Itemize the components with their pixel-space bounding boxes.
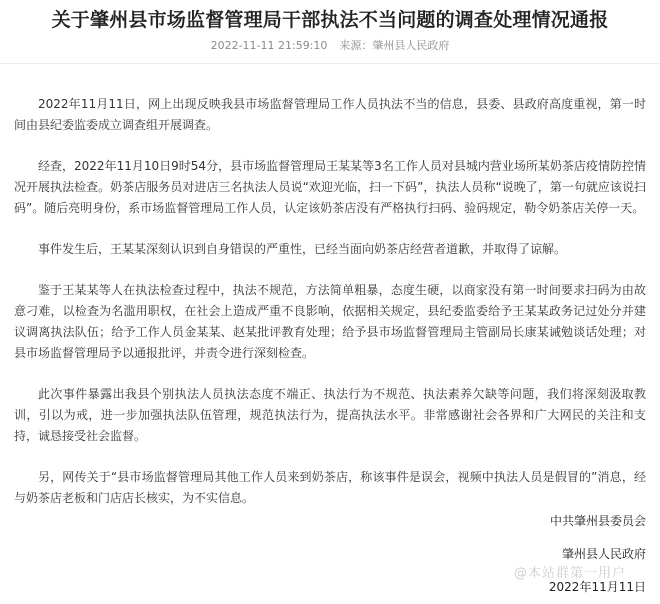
signature-org-government: 肇州县人民政府 — [561, 547, 646, 561]
signature-date: 2022年11月11日 — [548, 580, 646, 594]
publish-datetime: 2022-11-11 21:59:10 — [210, 39, 328, 52]
signature-org-party: 中共肇州县委员会 — [549, 514, 646, 528]
paragraph-1: 2022年11月11日，网上出现反映我县市场监督管理局工作人员执法不当的信息，县委、县政府高度重视，第一时间由县纪委监委成立调查组开展调查。 — [14, 97, 646, 132]
watermark-text: @本站群第一用户 — [514, 566, 627, 581]
article-body — [14, 94, 646, 529]
paragraph-6: 另，网传关于“县市场监督管理局其他工作人员来到奶茶店，称该事件是误会，视频中执法人员是假冒的”消息，经与奶茶店老板和门店店长核实，为不实信息。 — [14, 470, 646, 505]
source-label: 来源：肇州县人民政府 — [339, 39, 450, 52]
paragraph-3: 事件发生后，王某某深刻认识到自身错误的严重性，已经当面向奶茶店经营者道歉，并取得了谅解。 — [38, 242, 567, 256]
article-meta — [0, 37, 660, 53]
paragraph-5: 此次事件暴露出我县个别执法人员执法态度不端正、执法行为不规范、执法素养欠缺等问题，我们将深刻汲取教训，引以为戒，进一步加强执法队伍管理，规范执法行为，提高执法水平。非常感谢社会各界和广大网民的关注和支持，诚恳接受社会监督。 — [14, 387, 646, 443]
header-divider — [0, 63, 660, 64]
page-title: 关于肇州县市场监督管理局干部执法不当问题的调查处理情况通报 — [51, 9, 609, 31]
paragraph-4: 鉴于王某某等人在执法检查过程中，执法不规范，方法简单粗暴，态度生硬，以商家没有第一时间要求扫码为由故意刁难，以检查为名滥用职权，在社会上造成严重不良影响，依据相关规定，县纪委监委给予王某某政务记过处分并建议调离执法队伍；给予工作人员金某某、赵某批评教育处理；给予县市场监督管理局主管副局长康某诫勉谈话处理；对县市场监督管理局予以通报批评，并责令进行深刻检查。 — [14, 283, 646, 360]
paragraph-2: 经查，2022年11月10日9时54分，县市场监督管理局王某某等3名工作人员对县城内营业场所某奶茶店疫情防控情况开展执法检查。奶茶店服务员对进店三名执法人员说“欢迎光临，扫一下码”，执法人员称“说晚了，第一句就应该说扫码”。随后亮明身份，系市场监督管理局工作人员，认定该奶茶店没有严格执行扫码、验码规定，勒令奶茶店关停一天。 — [14, 159, 646, 215]
